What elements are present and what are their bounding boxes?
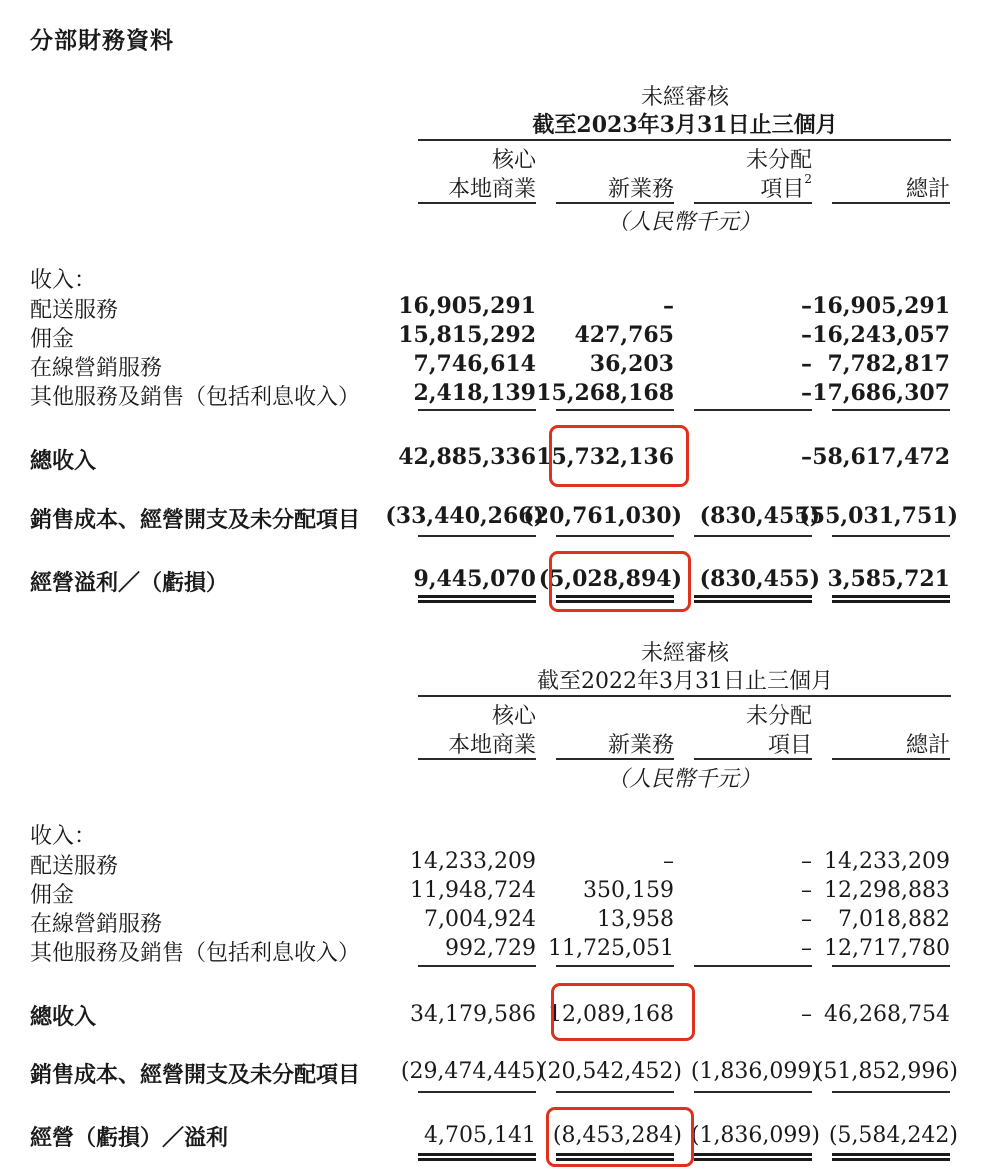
cell-core: (29,474,445): [400, 1059, 544, 1084]
cell-new: 15,268,168: [536, 380, 674, 406]
cell-total: 16,243,057: [812, 322, 950, 348]
cell-core: 4,705,141: [424, 1123, 536, 1148]
costs-label: 銷售成本、經營開支及未分配項目: [30, 508, 361, 533]
cell-total: 46,268,754: [824, 1002, 950, 1027]
col-core-line1: 核心: [491, 704, 536, 729]
cell-new: 13,958: [597, 907, 674, 932]
col-unalloc-line1: 未分配: [745, 704, 812, 729]
cell-core: 15,815,292: [398, 322, 536, 348]
cell-unalloc: –: [801, 878, 812, 903]
col-core-line2: 本地商業: [447, 733, 536, 758]
cell-total: 17,686,307: [812, 380, 950, 406]
cell-new: –: [663, 293, 674, 319]
cell-new: (8,453,284): [552, 1123, 682, 1148]
footnote-mark: 2: [804, 172, 812, 186]
cell-total: (51,852,996): [814, 1059, 958, 1084]
cell-unalloc: –: [801, 380, 812, 406]
unit-label: （人民幣千元）: [606, 767, 761, 792]
total-revenue-label: 總收入: [30, 1005, 97, 1030]
row-label: 佣金: [30, 883, 75, 908]
cell-new: 11,725,051: [548, 936, 674, 961]
col-total: 總計: [905, 733, 950, 758]
cell-unalloc: –: [801, 444, 812, 470]
cell-new: (20,542,452): [538, 1059, 682, 1084]
cell-total: (55,031,751): [799, 503, 958, 529]
cell-core: 9,445,070: [413, 566, 536, 592]
row-label: 配送服務: [30, 298, 119, 323]
cell-core: 7,004,924: [424, 907, 536, 932]
cell-core: 16,905,291: [398, 293, 536, 319]
operating-label: 經營溢利／（虧損）: [30, 571, 229, 596]
col-core-line2: 本地商業: [447, 177, 536, 202]
cell-total: 3,585,721: [827, 566, 950, 592]
cell-new: 427,765: [574, 322, 674, 348]
cell-unalloc: –: [801, 1002, 812, 1027]
col-unalloc-line1: 未分配: [745, 148, 812, 173]
unit-label: （人民幣千元）: [606, 210, 761, 235]
cell-total: 7,018,882: [838, 907, 950, 932]
cell-unalloc: –: [801, 907, 812, 932]
cell-unalloc: (1,836,099): [690, 1059, 820, 1084]
cell-core: (33,440,266): [385, 503, 544, 529]
cell-total: 12,298,883: [824, 878, 950, 903]
cell-total: 12,717,780: [824, 936, 950, 961]
highlight-box: [551, 983, 695, 1041]
col-new: 新業務: [607, 177, 674, 202]
cell-total: 7,782,817: [827, 351, 950, 377]
operating-label: 經營（虧損）／溢利: [30, 1126, 229, 1151]
revenue-header: 收入：: [30, 268, 97, 293]
total-revenue-label: 總收入: [30, 449, 97, 474]
cell-unalloc: –: [801, 849, 812, 874]
row-label: 在線營銷服務: [30, 912, 163, 937]
cell-core: 11,948,724: [410, 878, 536, 903]
audit-label: 未經審核: [640, 641, 729, 666]
cell-unalloc: –: [801, 293, 812, 319]
col-new: 新業務: [607, 733, 674, 758]
costs-label: 銷售成本、經營開支及未分配項目: [30, 1063, 361, 1088]
revenue-header: 收入：: [30, 824, 97, 849]
col-unalloc-line2: 項目$^2$: [760, 172, 812, 202]
cell-core: 14,233,209: [410, 849, 536, 874]
highlight-box: [549, 425, 689, 487]
cell-new: (5,028,894): [538, 566, 682, 592]
col-total: 總計: [905, 177, 950, 202]
row-label: 在線營銷服務: [30, 356, 163, 381]
cell-core: 7,746,614: [413, 351, 536, 377]
audit-label: 未經審核: [640, 85, 729, 110]
cell-unalloc: (830,455): [699, 503, 820, 529]
row-label: 其他服務及銷售（包括利息收入）: [30, 385, 361, 410]
cell-core: 992,729: [445, 936, 536, 961]
cell-core: 42,885,336: [398, 444, 536, 470]
cell-new: 15,732,136: [536, 444, 674, 470]
cell-total: 16,905,291: [812, 293, 950, 319]
cell-new: 350,159: [583, 878, 674, 903]
cell-unalloc: –: [801, 322, 812, 348]
cell-total: 58,617,472: [812, 444, 950, 470]
cell-total: (5,584,242): [828, 1123, 958, 1148]
cell-unalloc: –: [801, 936, 812, 961]
period-label: 截至2022年3月31日止三個月: [537, 669, 833, 694]
cell-new: 12,089,168: [548, 1002, 674, 1027]
cell-core: 34,179,586: [410, 1002, 536, 1027]
cell-unalloc: (830,455): [699, 566, 820, 592]
row-label: 佣金: [30, 327, 75, 352]
period-label: 截至2023年3月31日止三個月: [532, 112, 838, 138]
row-label: 其他服務及銷售（包括利息收入）: [30, 941, 361, 966]
cell-unalloc: –: [801, 351, 812, 377]
page-title: 分部財務資料: [30, 28, 174, 54]
cell-new: (20,761,030): [523, 503, 682, 529]
cell-core: 2,418,139: [413, 380, 536, 406]
cell-new: 36,203: [589, 351, 674, 377]
cell-new: –: [663, 849, 674, 874]
col-core-line1: 核心: [491, 148, 536, 173]
cell-total: 14,233,209: [824, 849, 950, 874]
cell-unalloc: (1,836,099): [690, 1123, 820, 1148]
row-label: 配送服務: [30, 854, 119, 879]
col-unalloc-line2: 項目: [767, 733, 812, 758]
